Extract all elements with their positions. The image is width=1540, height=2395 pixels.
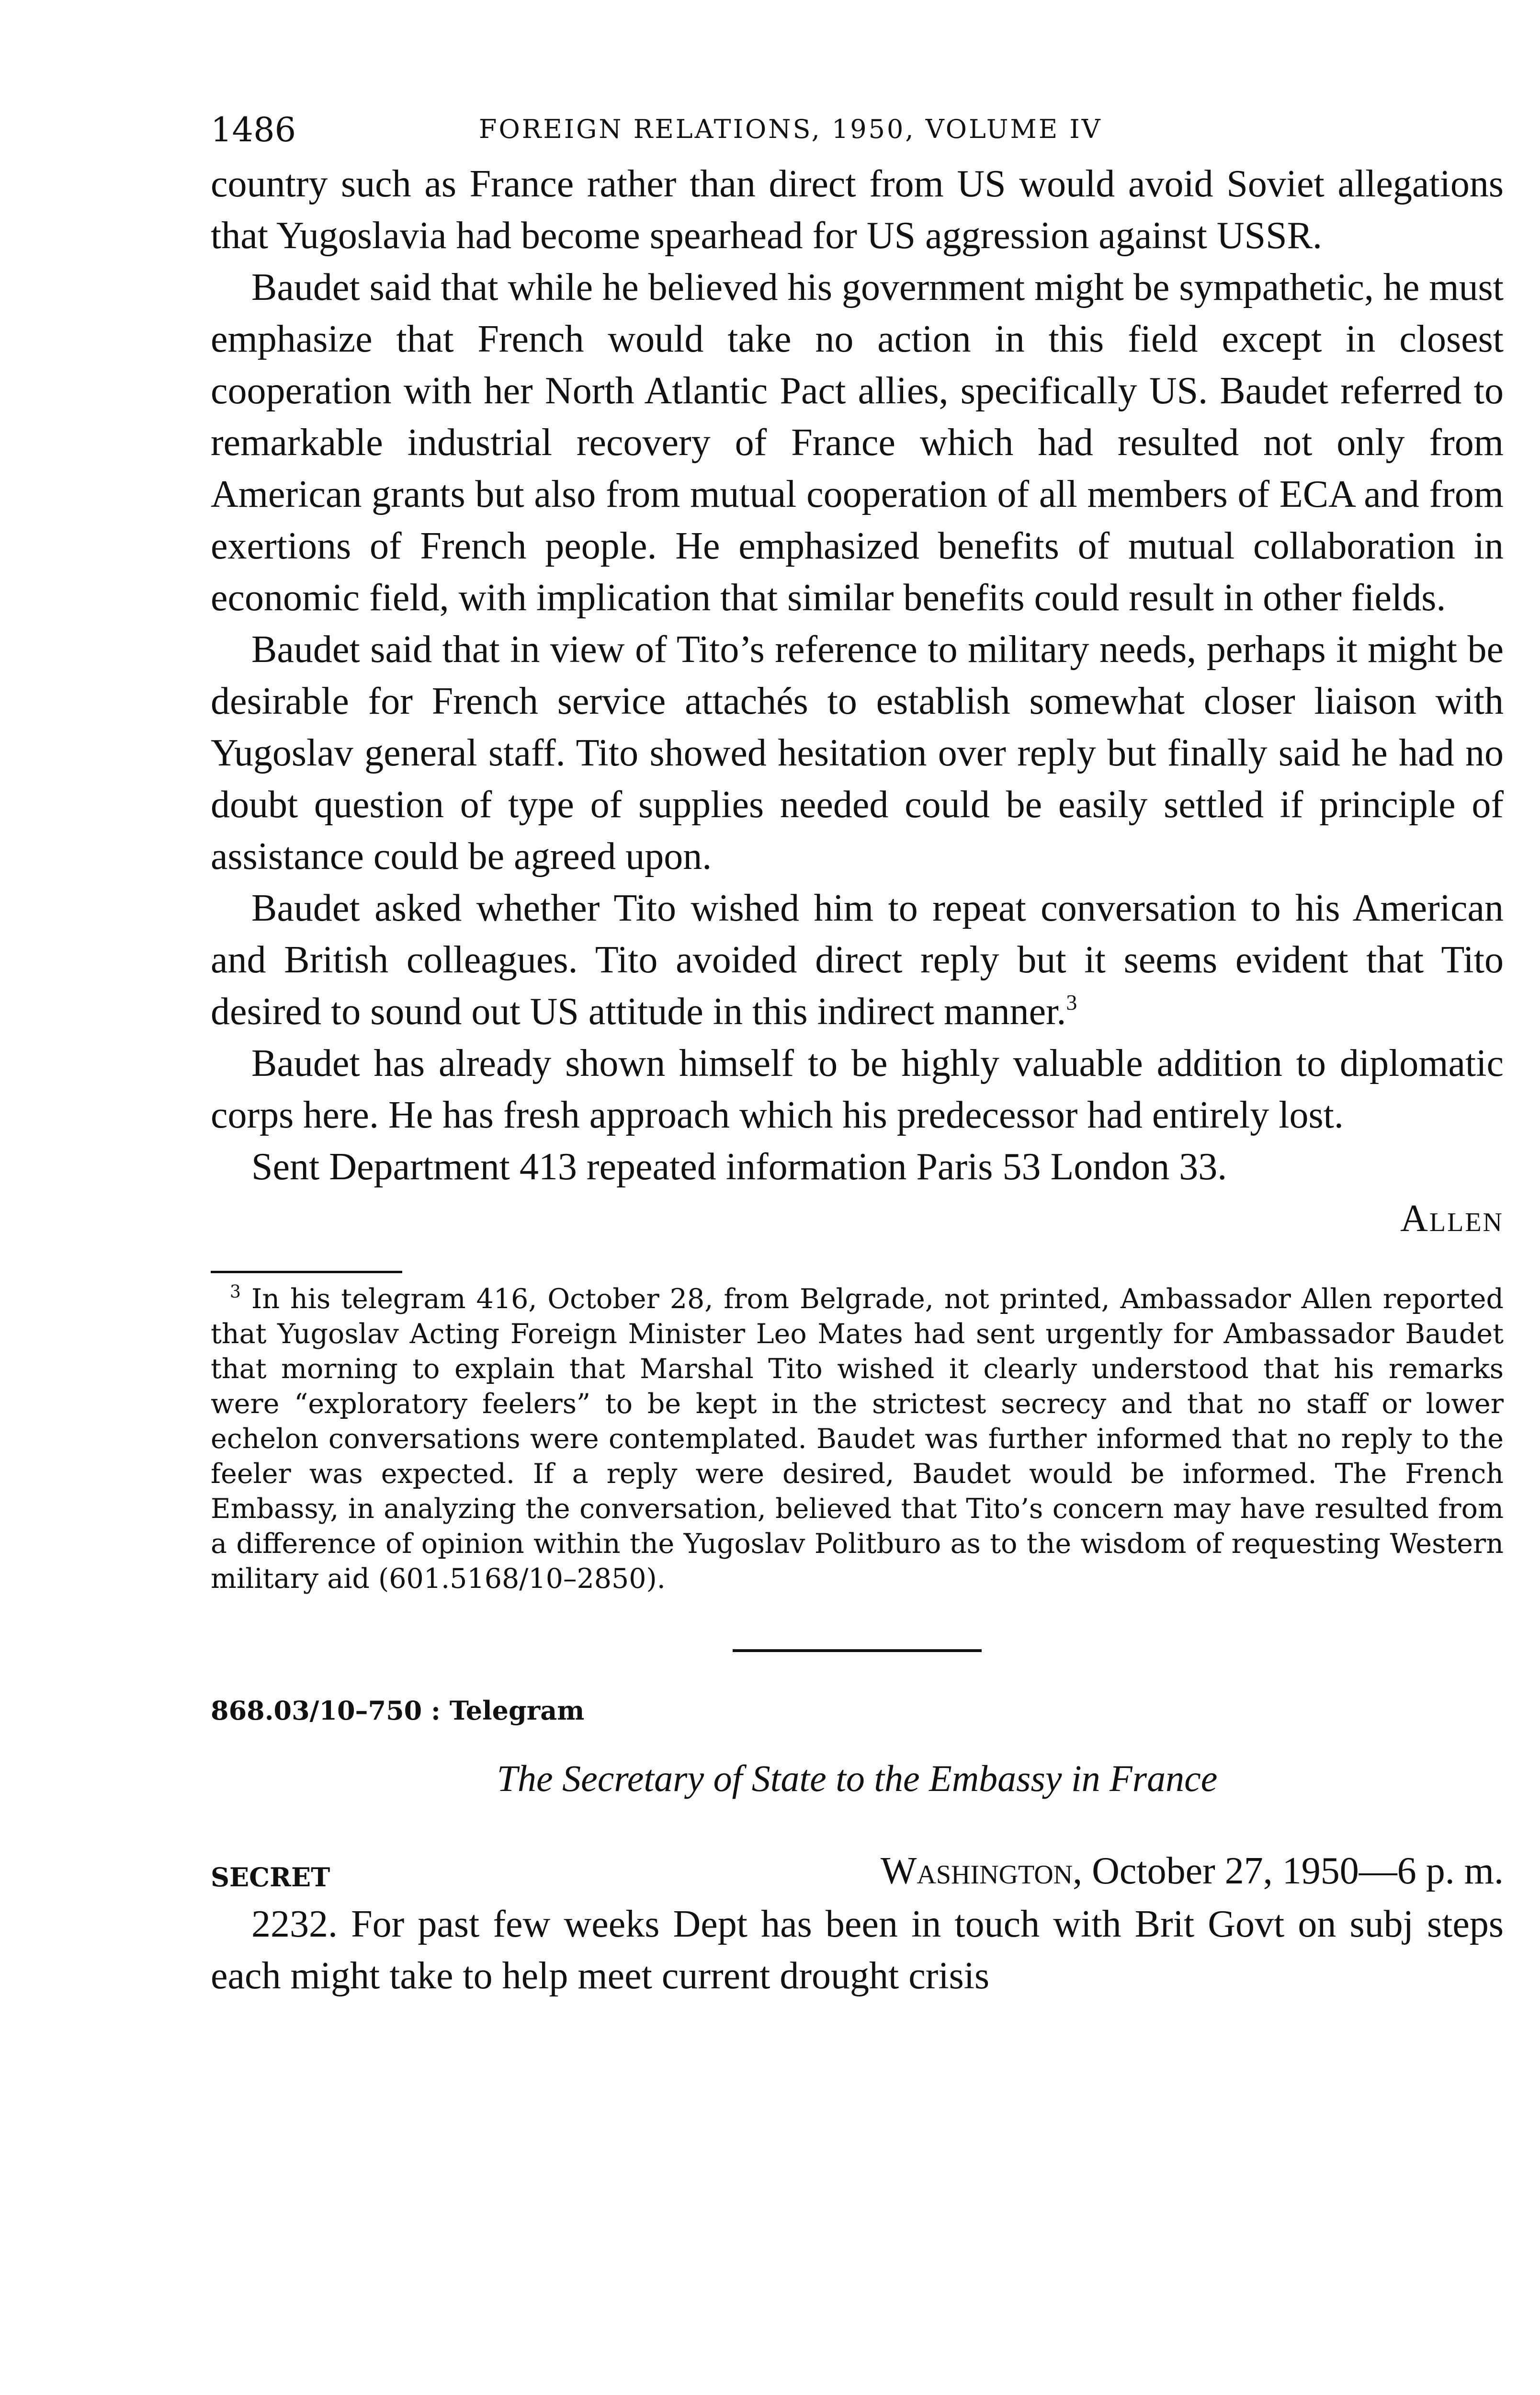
telegram-body: [211, 1898, 1504, 2002]
dateline-date: October 27, 1950—6 p. m.: [1092, 1850, 1504, 1892]
paragraph-4-text: Baudet asked whether Tito wished him to repeat conversation to his American and British colleagues. Tito avoided direct reply but it seems evident that Tito desired to sound out US attitude in this indirect manner.: [211, 887, 1504, 1033]
body-text: [211, 158, 1504, 1193]
footnote-reference[interactable]: 3: [1066, 990, 1077, 1015]
footnote-text: In his telegram 416, October 28, from Belgrade, not printed, Ambassador Allen reported that Yugoslav Acting Foreign Minister Leo Mates had sent urgently for Ambassador Baudet that morning to explain that Marshal Tito wished it clearly understood that his remarks were “exploratory feelers” to be kept in the strictest secrecy and that no staff or lower echelon conversations were contemplated. Baudet was further informed that no reply to the feeler was expected. If a reply were desired, Baudet would be informed. The French Embassy, in analyzing the conversation, believed that Tito’s concern may have resulted from a difference of opinion within the Yugoslav Politburo as to the wisdom of requesting Western military aid (601.5168/10–2850).: [211, 1283, 1504, 1595]
classification-label: SECRET: [211, 1862, 330, 1893]
paragraph-1: country such as France rather than direct from US would avoid Soviet allegations that Yugoslavia had become spearhead for US aggression against USSR.: [211, 163, 1504, 257]
paragraph-3: Baudet said that in view of Tito’s reference to military needs, perhaps it might be desirable for French service attachés to establish somewhat closer liaison with Yugoslav general staff. Tito showed hesitation over reply but finally said he had no doubt question of type of supplies needed could be easily settled if principle of assistance could be agreed upon.: [211, 628, 1504, 878]
document-title: The Secretary of State to the Embassy in France: [497, 1757, 1218, 1799]
page: [211, 96, 1504, 2002]
telegram-opening: 2232. For past few weeks Dept has been in touch with Brit Govt on subj steps each might take to help meet current drought crisis: [211, 1903, 1504, 1997]
file-reference: 868.03/10–750 : Telegram: [211, 1695, 585, 1726]
page-header: [211, 96, 1504, 158]
dateline: [881, 1849, 1504, 1893]
paragraph-4: [211, 882, 1504, 1038]
footnote-marker: 3: [230, 1282, 241, 1302]
section-divider: [733, 1649, 982, 1652]
paragraph-6: Sent Department 413 repeated information Paris 53 London 33.: [251, 1146, 1227, 1188]
footnote: [211, 1282, 1504, 1597]
dateline-row: [211, 1846, 1504, 1898]
running-head: FOREIGN RELATIONS, 1950, VOLUME IV: [479, 114, 1102, 144]
signature: Allen: [1400, 1198, 1504, 1240]
page-number: 1486: [211, 110, 296, 149]
footnote-divider: [211, 1271, 402, 1273]
dateline-place: Washington,: [880, 1850, 1083, 1892]
paragraph-5: Baudet has already shown himself to be highly valuable addition to diplomatic corps here. He has fresh approach which his predecessor had entirely lost.: [211, 1042, 1504, 1136]
paragraph-2: Baudet said that while he believed his government might be sympathetic, he must emphasize that French would take no action in this field except in closest cooperation with her North Atlantic Pact allies, specifically US. Baudet referred to remarkable industrial recovery of France which had resulted not only from American grants but also from mutual cooperation of all members of ECA and from exertions of French people. He emphasized benefits of mutual collaboration in economic field, with implication that similar benefits could result in other fields.: [211, 266, 1504, 619]
